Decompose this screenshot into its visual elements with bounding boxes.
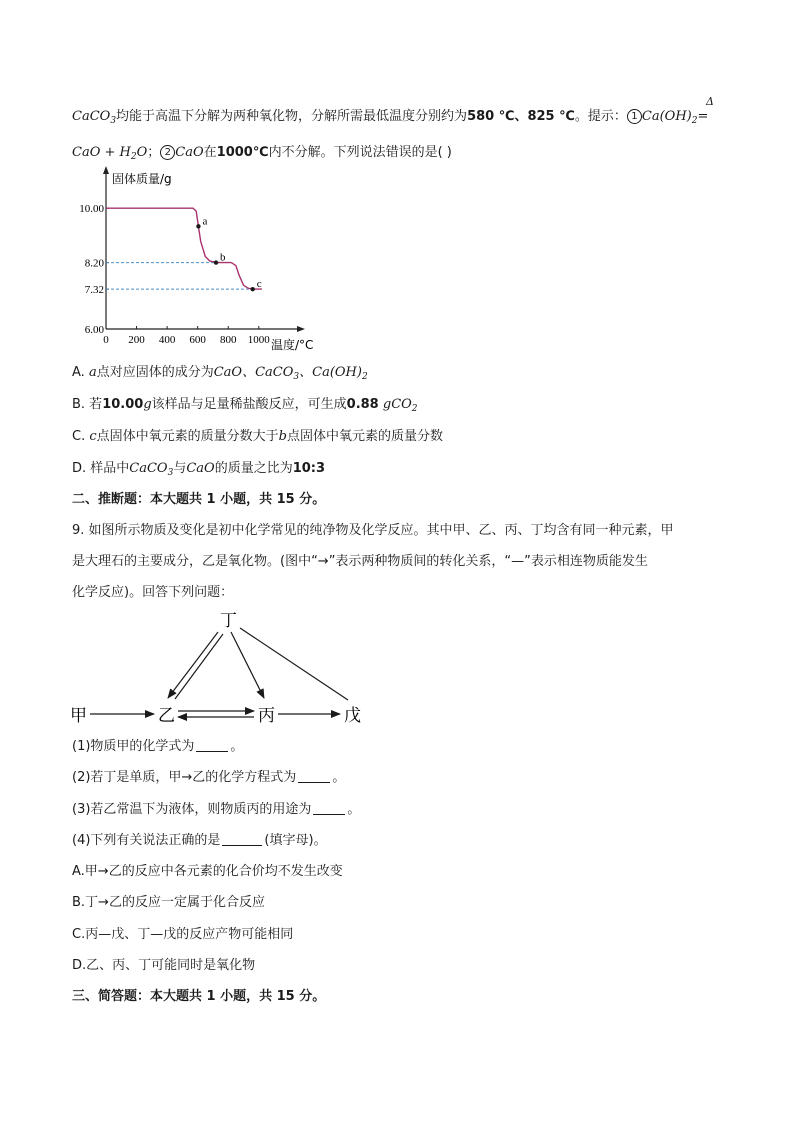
y-tick-label: 6.00 — [84, 324, 104, 336]
substance-relation-diagram — [68, 608, 388, 728]
point-label-b: b — [220, 251, 226, 264]
formula-cao-h2o: CaO + $H_2O$ — [72, 145, 148, 162]
q8-option-a[interactable]: A. a点对应固体的成分为CaO、CaCO$_3$、$Ca(OH)_2$ — [72, 365, 368, 382]
x-tick-label: 200 — [128, 334, 145, 346]
y-tick-label: 10.00 — [79, 203, 104, 216]
node-wu: 戊 — [344, 706, 361, 726]
q9-sub-1: (1)物质甲的化学式为 。 — [72, 739, 244, 754]
section-2-title: 二、推断题：本大题共 1 小题，共 15 分。 — [72, 492, 326, 507]
q9-stem-line2: 是大理石的主要成分，乙是氧化物。(图中“→”表示两种物质间的转化关系，“—”表示相连物质能发生 — [72, 554, 648, 569]
q9-sub-2: (2)若丁是单质，甲→乙的化学方程式为 。 — [72, 770, 346, 785]
line-ding-yi-parallel — [175, 634, 223, 699]
x-tick-label: 0 — [103, 334, 109, 346]
arrow-ding-yi — [168, 632, 218, 698]
y-tick-label: 8.20 — [84, 257, 104, 270]
answer-blank-4[interactable] — [222, 833, 262, 846]
q8-option-b[interactable]: B. 若10.00g该样品与足量稀盐酸反应，可生成0.88 gCO$_2$ — [72, 397, 418, 414]
delta-symbol: Δ — [706, 95, 714, 108]
q9-stem-line3: 化学反应)。回答下列问题： — [72, 585, 234, 600]
point-a — [196, 224, 200, 228]
y-tick-label: 7.32 — [84, 284, 104, 297]
q9-option-c[interactable]: C.丙—戊、丁—戊的反应产物可能相同 — [72, 927, 294, 942]
point-label-c: c — [256, 278, 262, 291]
y-axis-arrow — [103, 166, 109, 174]
q9-option-b[interactable]: B.丁→乙的反应一定属于化合反应 — [72, 895, 265, 910]
q8-option-d[interactable]: D. 样品中CaCO$_3$与CaO的质量之比为10:3 — [72, 461, 326, 478]
q9-stem-line1: 9. 如图所示物质及变化是初中化学常见的纯净物及化学反应。其中甲、乙、丙、丁均含有同一种元素，甲 — [72, 523, 674, 538]
circled-2: 2 — [160, 145, 175, 160]
answer-blank-3[interactable] — [313, 802, 345, 815]
q8-stem-line1: CaCO$_3$均能于高温下分解为两种氧化物，分解所需最低温度分别约为580 ℃、825 ℃。提示： 1 $Ca(OH)_2=$ — [72, 109, 709, 126]
x-axis-arrow — [297, 326, 305, 332]
q9-option-a[interactable]: A.甲→乙的反应中各元素的化合价均不发生改变 — [72, 864, 343, 879]
mass-temperature-chart — [62, 166, 322, 356]
q8-stem-line2: CaO + $H_2O$； 2 CaO在1000℃内不分解。下列说法错误的是( ) — [72, 145, 452, 162]
x-tick-label: 600 — [189, 334, 206, 346]
line-ding-wu — [240, 628, 348, 700]
x-tick-label: 800 — [219, 334, 237, 346]
mass-curve — [106, 208, 262, 289]
circled-1: 1 — [627, 109, 642, 124]
q9-sub-3: (3)若乙常温下为液体，则物质丙的用途为 。 — [72, 802, 361, 817]
point-c — [250, 287, 254, 291]
formula-caoh2: $Ca(OH)_2=$ — [641, 109, 709, 126]
answer-blank-1[interactable] — [196, 739, 228, 752]
arrow-ding-bing — [231, 632, 264, 698]
q8-option-c[interactable]: C. c点固体中氧元素的质量分数大于b点固体中氧元素的质量分数 — [72, 429, 443, 444]
q9-option-d[interactable]: D.乙、丙、丁可能同时是氧化物 — [72, 958, 256, 973]
x-tick-label: 400 — [158, 334, 176, 346]
q9-sub-4: (4)下列有关说法正确的是 (填字母)。 — [72, 833, 327, 848]
point-label-a: a — [202, 215, 208, 228]
x-axis-label: 温度/°C — [271, 338, 314, 352]
formula-caco3: CaCO$_3$ — [72, 109, 117, 126]
x-tick-label: 1000 — [247, 334, 270, 346]
section-3-title: 三、简答题：本大题共 1 小题，共 15 分。 — [72, 989, 326, 1004]
y-axis-label: 固体质量/g — [112, 172, 172, 186]
node-ding: 丁 — [220, 611, 237, 631]
node-yi: 乙 — [158, 706, 175, 726]
node-jia: 甲 — [70, 706, 87, 726]
node-bing: 丙 — [258, 706, 275, 726]
answer-blank-2[interactable] — [298, 770, 330, 783]
point-b — [214, 260, 218, 264]
